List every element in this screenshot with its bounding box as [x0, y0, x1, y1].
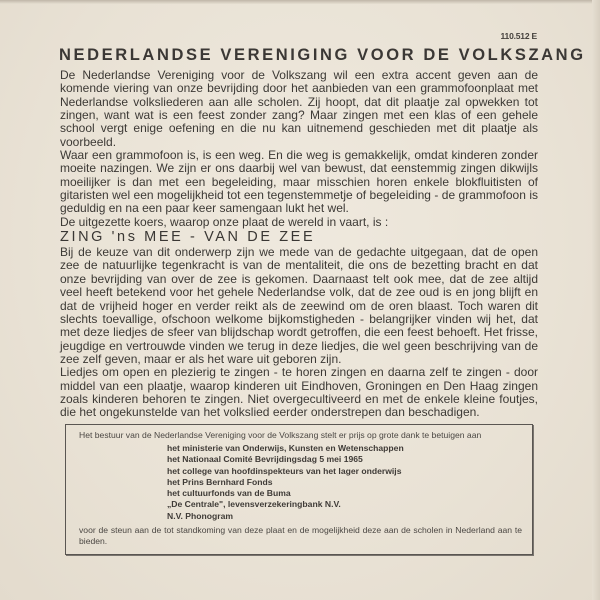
acknowledgement-list [167, 443, 522, 522]
acknowledgement-item: het cultuurfonds van de Buma [167, 488, 291, 499]
acknowledgement-outro: voor de steun aan de tot standkoming van deze plaat en de mogelijkheid deze aan de scholen in Nederland aan te bieden. [79, 525, 522, 547]
paragraph-intro: De Nederlandse Vereniging voor de Volkszang wil een extra accent geven aan de komende viering van onze bevrijding door het aanbieden van een grammofoonplaat met Nederlandse volksliederen aan alle scholen. Zij hoopt, dat dit plaatje zal opwekken tot zingen, want wat is een feest zonder zang? Maar zingen met een klas of een gehele school vergt enige oefening en die nu kan uitnemend geschieden met dit plaatje als voorbeeld. [60, 68, 538, 149]
sleeve-right-edge [592, 0, 600, 600]
acknowledgement-box [65, 424, 533, 555]
acknowledgement-item: het ministerie van Onderwijs, Kunsten en Wetenschappen [167, 443, 404, 453]
acknowledgement-item: „De Centrale", levensverzekeringbank N.V. [167, 499, 341, 510]
acknowledgement-intro: Het bestuur van de Nederlandse Vereniging voor de Volkszang stelt er prijs op grote dank te betuigen aan [79, 430, 482, 440]
acknowledgement-item: N.V. Phonogram [167, 510, 234, 521]
paragraph-koers: De uitgezette koers, waarop onze plaat de wereld in vaart, is : [60, 214, 389, 229]
catalog-number: 110.512 E [500, 31, 537, 41]
paragraph-liedjes: Liedjes om open en plezierig te zingen - te horen zingen en daarna zelf te zingen - door middel van een plaatje, waarop kinderen uit Eindhoven, Groningen en Den Haag zingen zoals kinderen behoren te zingen. Niet overgecultiveerd en met de enkele kleine foutjes, die het ongekunstelde van het volkslied eerder onderstrepen dan beschadigen. [60, 365, 538, 420]
subtitle: ZING 'ns MEE - VAN DE ZEE [60, 229, 316, 246]
paragraph-zee: Bij de keuze van dit onderwerp zijn we mede van de gedachte uitgegaan, dat de open zee de natuurlijke tegenkracht is van de mentaliteit, die ons de bezetting bracht en dat onze bevrijding van over de zee is gekomen. Daarnaast telt ook mee, dat de zee altijd veel heeft betekend voor het gehele Nederlandse volk, dat de zee oud is en jong blijft en dat de vrijheid hoger en verder reikt als de zeewind om de oren blaast. Toch waren dit slechts toevallige, ofschoon welkome bijkomstigheden - belangrijker vinden wij het, dat met deze liedjes de sfeer van blijdschap wordt getroffen, die een feest behoeft. Het frisse, jeugdige en vertrouwde vinden we terug in deze liedjes, die wel geen beschrijving van de zee zelf geven, maar er als het ware uit geboren zijn. [60, 245, 538, 366]
acknowledgement-item: het Nationaal Comité Bevrijdingsdag 5 mei 1965 [167, 454, 363, 465]
paragraph-grammofoon: Waar een grammofoon is, is een weg. En die weg is gemakkelijk, omdat kinderen zonder moeite nazingen. We zijn er ons daarbij wel van bewust, dat eenstemmig zingen dikwijls moeilijker is dan met een begeleiding, maar misschien horen enkele blokfluitisten of gitaristen wel een mogelijkheid tot een tegenstemmetje of begeleiding - de grammofoon is geduldig en na een paar keer samengaan lukt het wel. [60, 148, 538, 216]
acknowledgement-item: het college van hoofdinspekteurs van het lager onderwijs [167, 465, 402, 476]
acknowledgement-item: het Prins Bernhard Fonds [167, 476, 273, 487]
page-title: NEDERLANDSE VERENIGING VOOR DE VOLKSZANG [59, 46, 586, 64]
body-text [60, 69, 538, 420]
sleeve-top-edge [0, 0, 600, 4]
